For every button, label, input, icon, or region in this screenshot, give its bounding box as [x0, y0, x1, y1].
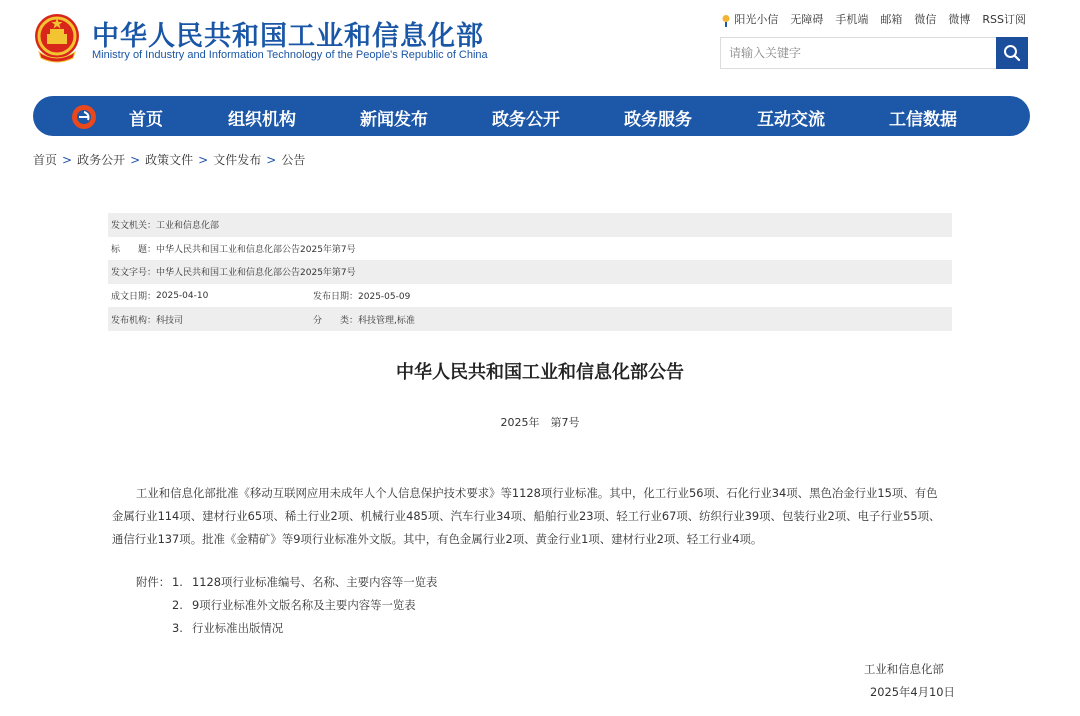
site-title: 中华人民共和国工业和信息化部 [92, 21, 484, 52]
top-link-mobile[interactable]: 手机端 [835, 13, 869, 26]
meta-row-dates [108, 284, 952, 308]
document-meta-table [108, 213, 952, 331]
signature-organization: 工业和信息化部 [864, 662, 944, 676]
top-link-mail[interactable]: 邮箱 [880, 13, 903, 26]
search-button[interactable] [996, 37, 1028, 69]
top-link-weibo[interactable]: 微博 [948, 13, 971, 26]
top-link-accessibility[interactable]: 无障碍 [790, 13, 824, 26]
nav-item-data[interactable]: 工信数据 [889, 110, 957, 130]
meta-category-label: 分 类： [313, 315, 359, 326]
site-header [0, 0, 1080, 92]
main-nav [33, 96, 1030, 136]
breadcrumb [33, 151, 305, 168]
meta-docno-label: 发文字号： [111, 268, 157, 279]
meta-row-docno [108, 260, 952, 284]
attachment-item [136, 594, 437, 617]
attachment-link-1[interactable]: 1128项行业标准编号、名称、主要内容等一览表 [192, 575, 438, 589]
meta-row-issuer [108, 213, 952, 237]
top-links [721, 11, 1026, 27]
attachment-number: 3. [172, 621, 183, 635]
breadcrumb-government-affairs[interactable]: 政务公开 [77, 153, 126, 167]
attachment-link-2[interactable]: 9项行业标准外文版名称及主要内容等一览表 [192, 598, 416, 612]
breadcrumb-policy-documents[interactable]: 政策文件 [145, 153, 194, 167]
attachments-list [136, 571, 437, 640]
meta-published-group [310, 289, 410, 302]
attachments-label: 附件： [136, 575, 171, 589]
meta-docno-value: 中华人民共和国工业和信息化部公告2025年第7号 [156, 268, 356, 279]
meta-category-group [310, 313, 415, 326]
miit-logo-icon[interactable] [71, 104, 97, 130]
search-input[interactable] [721, 38, 997, 68]
attachment-number: 1. [172, 575, 183, 589]
attachment-link-3[interactable]: 行业标准出版情况 [192, 621, 284, 635]
search-box [720, 37, 1028, 69]
body-paragraph: 工业和信息化部批准《移动互联网应用未成年人个人信息保护技术要求》等1128项行业标准。其中，化工行业56项、石化行业34项、黑色冶金行业15项、有色金属行业114项、建材行业65项、稀土行业2项、机械行业485项、汽车行业34项、船舶行业23项、轻工行业67项、纺织行业39项、包装行业2项、电子行业55项、通信行业137项。批准《金精矿》等9项行业标准外文版。其中，有色金属行业2项、黄金行业1项、建材行业2项、轻工行业4项。 [112, 486, 941, 546]
meta-title-value: 中华人民共和国工业和信息化部公告2025年第7号 [156, 244, 356, 255]
attachment-item [136, 571, 437, 594]
nav-item-organization[interactable]: 组织机构 [228, 110, 296, 130]
search-icon [1003, 44, 1021, 62]
meta-title-label: 标 题： [111, 244, 157, 255]
nav-item-home[interactable]: 首页 [129, 110, 163, 130]
meta-row-title [108, 237, 952, 261]
nav-item-services[interactable]: 政务服务 [624, 110, 692, 130]
document-body [112, 482, 947, 551]
attachment-number: 2. [172, 598, 183, 612]
meta-created-value: 2025-04-10 [156, 290, 209, 301]
meta-category-value: 科技管理,标准 [358, 315, 415, 326]
top-link-rss[interactable]: RSS订阅 [982, 13, 1026, 26]
nav-item-interaction[interactable]: 互动交流 [757, 110, 825, 130]
document-number: 2025年 第7号 [500, 416, 580, 429]
meta-published-value: 2025-05-09 [358, 292, 411, 303]
nav-item-news[interactable]: 新闻发布 [360, 110, 428, 130]
breadcrumb-document-release[interactable]: 文件发布 [213, 153, 262, 167]
attachment-item [136, 617, 437, 640]
sun-icon [721, 14, 731, 27]
signature-date: 2025年4月10日 [870, 685, 955, 699]
national-emblem-icon [33, 12, 81, 64]
meta-created-label: 成文日期： [111, 292, 157, 303]
meta-issuer-value: 工业和信息化部 [156, 221, 220, 232]
breadcrumb-separator: > [198, 153, 209, 167]
site-title-english: Ministry of Industry and Information Technology of the People's Republic of China [92, 49, 488, 61]
breadcrumb-separator: > [62, 153, 73, 167]
top-link-wechat[interactable]: 微信 [914, 13, 937, 26]
meta-org-label: 发布机构： [111, 315, 157, 326]
top-link-sunshine[interactable] [721, 11, 778, 27]
top-link-sunshine-label: 阳光小信 [734, 13, 779, 26]
meta-published-label: 发布日期： [313, 292, 359, 303]
breadcrumb-home[interactable]: 首页 [33, 153, 58, 167]
nav-item-government-affairs[interactable]: 政务公开 [492, 110, 560, 130]
meta-issuer-label: 发文机关： [111, 221, 157, 232]
breadcrumb-separator: > [130, 153, 141, 167]
breadcrumb-separator: > [266, 153, 277, 167]
meta-row-org [108, 307, 952, 331]
breadcrumb-announcement[interactable]: 公告 [281, 153, 306, 167]
document-title: 中华人民共和国工业和信息化部公告 [396, 362, 684, 383]
meta-org-value: 科技司 [156, 315, 184, 326]
